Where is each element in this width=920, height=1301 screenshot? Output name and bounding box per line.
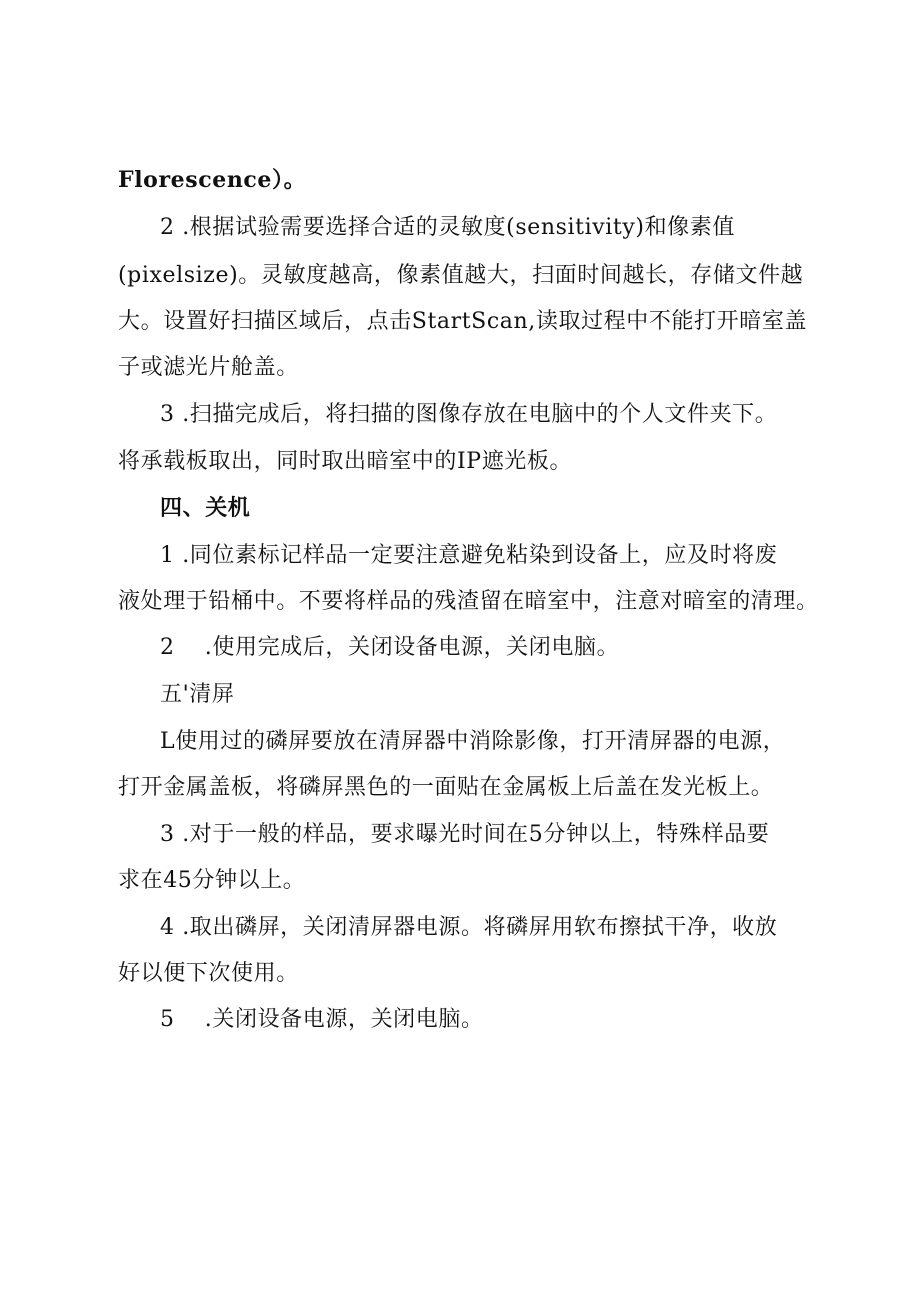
text-line-step-4: 4 .取出磷屏，关闭清屏器电源。将磷屏用软布擦拭干净，收放 [160, 915, 778, 940]
text-line: (pixelsize)。灵敏度越高，像素值越大，扫面时间越长，存储文件越 [118, 263, 804, 288]
text-line-step-2: 2 .根据试验需要选择合适的灵敏度(sensitivity)和像素值 [160, 215, 735, 240]
text-line: 子或滤光片舱盖。 [118, 355, 299, 380]
text-line-step-1: L使用过的磷屏要放在清屏器中消除影像，打开清屏器的电源， [160, 729, 786, 754]
text-line: 好以便下次使用。 [118, 961, 299, 986]
text-line: 大。设置好扫描区域后，点击StartScan,读取过程中不能打开暗室盖 [118, 309, 808, 334]
text-line: 打开金属盖板，将磷屏黑色的一面贴在金属板上后盖在发光板上。 [118, 775, 774, 800]
text-line: 将承载板取出，同时取出暗室中的IP遮光板。 [118, 449, 573, 474]
text-line-step-3: 3 .对于一般的样品，要求曝光时间在5分钟以上，特殊样品要 [160, 822, 770, 847]
text-line-step-2: 2 .使用完成后，关闭设备电源，关闭电脑。 [160, 635, 620, 660]
text-line-step-3: 3 .扫描完成后，将扫描的图像存放在电脑中的个人文件夹下。 [160, 402, 778, 427]
text-line: 液处理于铅桶中。不要将样品的残渣留在暗室中，注意对暗室的清理。 [118, 589, 819, 614]
section-heading-clear-screen: 五'清屏 [160, 682, 235, 707]
section-heading-shutdown: 四、关机 [160, 496, 251, 521]
text-line-step-5: 5 .关闭设备电源，关闭电脑。 [160, 1007, 484, 1032]
text-line: 求在45分钟以上。 [118, 868, 306, 893]
text-line-continuation: Florescence）。 [118, 167, 307, 193]
text-line-step-1: 1 .同位素标记样品一定要注意避免粘染到设备上，应及时将废 [160, 543, 778, 568]
